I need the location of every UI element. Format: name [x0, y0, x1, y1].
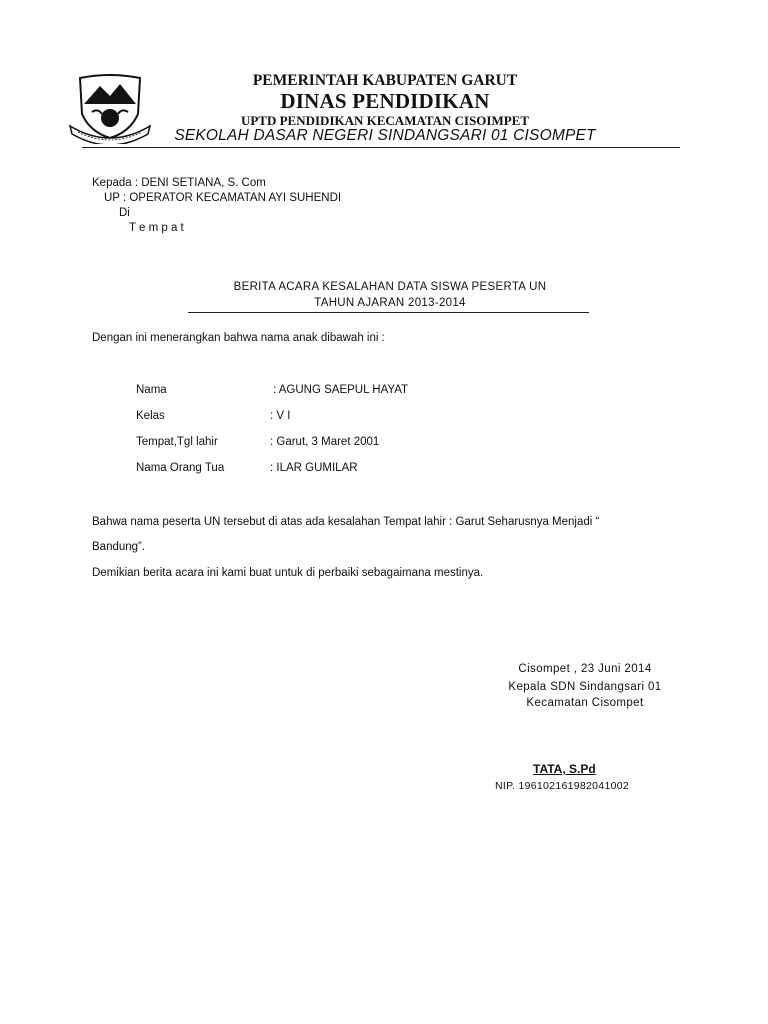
field-value-kelas: : V I — [270, 410, 291, 422]
recipient-tempat: T e m p a t — [129, 222, 184, 234]
field-value-ttl: : Garut, 3 Maret 2001 — [270, 436, 380, 448]
field-value-orang-tua: : ILAR GUMILAR — [270, 462, 358, 474]
paragraph-closing: Demikian berita acara ini kami buat untuk di perbaiki sebagaimana mestinya. — [92, 567, 484, 579]
recipient-kepada: Kepada : DENI SETIANA, S. Com — [92, 177, 266, 189]
letterhead-divider — [82, 147, 680, 148]
field-label-ttl: Tempat,Tgl lahir — [136, 436, 218, 448]
signature-nip: NIP. 196102161982041002 — [495, 780, 629, 792]
signature-name: TATA, S.Pd — [533, 762, 596, 776]
letterhead-uptd: UPTD PENDIDIKAN KECAMATAN CISOIMPET — [240, 113, 530, 128]
letterhead-government: PEMERINTAH KABUPATEN GARUT — [252, 72, 518, 89]
paragraph-correction-cont: Bandung”. — [92, 541, 146, 553]
field-value-nama: : AGUNG SAEPUL HAYAT — [273, 384, 409, 396]
paragraph-correction: Bahwa nama peserta UN tersebut di atas ada kesalahan Tempat lahir : Garut Seharusnya Menjadi “ — [92, 516, 600, 528]
garut-regency-emblem — [68, 74, 152, 144]
document-title: BERITA ACARA KESALAHAN DATA SISWA PESERTA UN — [233, 281, 547, 293]
title-underline — [188, 312, 589, 313]
recipient-di: Di — [119, 207, 130, 219]
field-label-nama: Nama — [136, 384, 167, 396]
field-label-kelas: Kelas — [136, 410, 165, 422]
letterhead-department: DINAS PENDIDIKAN — [280, 89, 490, 113]
recipient-up: UP : OPERATOR KECAMATAN AYI SUHENDI — [104, 192, 342, 204]
signature-position: Kepala SDN Sindangsari 01 — [508, 681, 662, 693]
signature-place-date: Cisompet , 23 Juni 2014 — [518, 663, 652, 675]
document-subtitle: TAHUN AJARAN 2013-2014 — [314, 297, 466, 309]
signature-district: Kecamatan Cisompet — [526, 697, 644, 709]
letterhead-school: SEKOLAH DASAR NEGERI SINDANGSARI 01 CISOMPET — [174, 127, 596, 144]
intro-text: Dengan ini menerangkan bahwa nama anak dibawah ini : — [92, 332, 385, 344]
field-label-orang-tua: Nama Orang Tua — [136, 462, 225, 474]
